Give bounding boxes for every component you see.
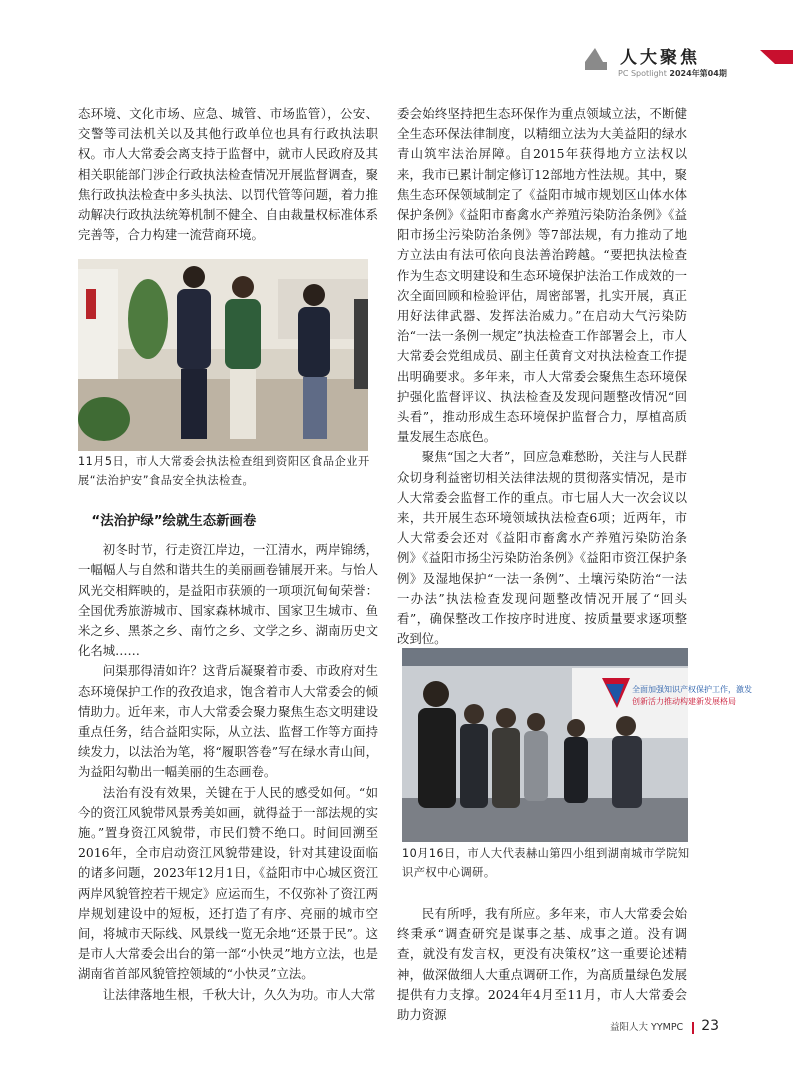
right-paragraph-2: 聚焦“国之大者”，回应急难愁盼，关注与人民群众切身利益密切相关法律法规的贯彻落实情况，是市人大常委会监督工作的重点。市七届人大一次会议以来，共开展生态环境领域执法检查6项；近两年，市人大常委会还对《益阳市畜禽水产养殖污染防治条例》《益阳市扬尘污染防治条例》《益阳市资江保护条例》及湿地保护“一法一条例”、土壤污染防治“一法一办法”执法检查发现问题整改情况开展了“回头看”，确保整改工作按序时进度、按质量要求逐项整改到位。 xyxy=(397,449,687,647)
section-heading: “法治护绿”绘就生态新画卷 xyxy=(91,514,257,529)
footer-divider xyxy=(692,1022,694,1034)
left-paragraph-2: 初冬时节，行走资江岸边，一江清水，两岸锦绣，一幅幅人与自然和谐共生的美丽画卷铺展开来。与怡人风光交相辉映的，是益阳市获颁的一项项沉甸甸荣誉：全国优秀旅游城市、国家森林城市、国家卫生城市、鱼米之乡、黑茶之乡、南竹之乡、文学之乡、湖南历史文化名城…… xyxy=(78,542,378,659)
right-paragraph-3: 民有所呼，我有所应。多年来，市人大常委会始终秉承“调查研究是谋事之基、成事之道。没有调查，就没有发言权，更没有决策权”这一重要论述精神，做深做细人大重点调研工作，为高质量绿色发展提供有力支撑。2024年4月至11月，市人大常委会助力资源 xyxy=(397,906,687,1023)
photo-inspection-food xyxy=(78,259,368,451)
right-paragraph-1: 委会始终坚持把生态环保作为重点领域立法，不断健全生态环保法律制度，以精细立法为大美益阳的绿水青山筑牢法治屏障。自2015年获得地方立法权以来，我市已累计制定修订12部地方性法规。其中，聚焦生态环保领域制定了《益阳市城市规划区山体水体保护条例》《益阳市畜禽水产养殖污染防治条例》《益阳市扬尘污染防治条例》等7部法规，有力推动了地方立法由有法可依向良法善治跨越。“要把执法检查作为生态文明建设和生态环境保护法治工作成效的一次全面回顾和检验评估，周密部署，扎实开展，真正用好法律武器、发挥法治威力。”在启动大气污染防治“一法一条例一规定”执法检查工作部署会上，市人大常委会党组成员、副主任黄育文对执法检查工作提出明确要求。多年来，市人大常委会聚焦生态环境保护强化监督评议、执法检查及发现问题整改情况“回头看”，推动形成生态环境保护监督合力，厚植高质量发展生态底色。 xyxy=(397,106,687,445)
photo2-banner-line-1: 全面加强知识产权保护工作，激发 xyxy=(632,685,752,694)
left-paragraph-4: 法治有没有效果，关键在于人民的感受如何。“如今的资江风貌带风景秀美如画，就得益于一部法规的实施。”置身资江风貌带，市民们赞不绝口。时间回溯至2016年，全市启动资江风貌带建设，针对其建设面临的诸多问题，2023年12月1日，《益阳市中心城区资江两岸风貌管控若干规定》应运而生，不仅弥补了资江两岸规划建设中的短板，还打造了有序、亮丽的城市空间，将城市天际线、风景线一览无余地“还景于民”。这是市人大常委会出台的第一部“小快灵”地方立法，也是湖南省首部风貌管控领域的“小快灵”立法。 xyxy=(78,784,378,982)
page-footer xyxy=(610,1018,719,1034)
left-paragraph-1: 态环境、文化市场、应急、城管、市场监管），公安、交警等司法机关以及其他行政单位也具有行政执法职权。市人大常委会离支持于监督中，就市人民政府及其相关职能部门涉企行政执法检查情况开展监督调查，聚焦行政执法检查中多头执法、以罚代管等问题，着力推动解决行政执法统筹机制不健全、自由裁量权标准体系完善等，合力构建一流营商环境。 xyxy=(78,106,378,243)
left-paragraph-3: 问渠那得清如许？这背后凝聚着市委、市政府对生态环境保护工作的孜孜追求，饱含着市人大常委会的倾情助力。近年来，市人大常委会聚力聚焦生态文明建设重点任务，结合益阳实际，从立法、监督工作等方面持续发力，以法治为笔，将“履职答卷”写在绿水青山间，为益阳勾勒出一幅美丽的生态画卷。 xyxy=(78,663,378,780)
footer-label: 益阳人大 YYMPC xyxy=(610,1022,684,1033)
left-column-bottom xyxy=(78,512,378,1005)
left-paragraph-5: 让法律落地生根，千秋大计，久久为功。市人大常 xyxy=(102,986,376,1002)
left-column-top xyxy=(78,104,378,245)
header-subtitle xyxy=(618,68,727,79)
photo-illustration-2 xyxy=(402,648,752,842)
photo2-caption: 10月16日，市人大代表赫山第四小组到湖南城市学院知识产权中心调研。 xyxy=(402,847,690,879)
right-column-bottom xyxy=(397,904,687,1025)
photo1-caption: 11月5日，市人大常委会执法检查组到资阳区食品企业开展“法治护安”食品安全执法检查。 xyxy=(78,455,370,487)
photo-illustration-1 xyxy=(78,259,368,451)
photo2-banner-line-2: 创新活力推动构建新发展格局 xyxy=(632,697,736,706)
photo-research-visit xyxy=(402,648,752,842)
page-number: 23 xyxy=(701,1018,720,1034)
section-title-header: 人大聚焦 xyxy=(620,48,700,68)
header-english: PC Spotlight xyxy=(618,69,667,78)
header-issue: 2024年第04期 xyxy=(669,69,727,78)
right-column-top xyxy=(397,104,687,649)
